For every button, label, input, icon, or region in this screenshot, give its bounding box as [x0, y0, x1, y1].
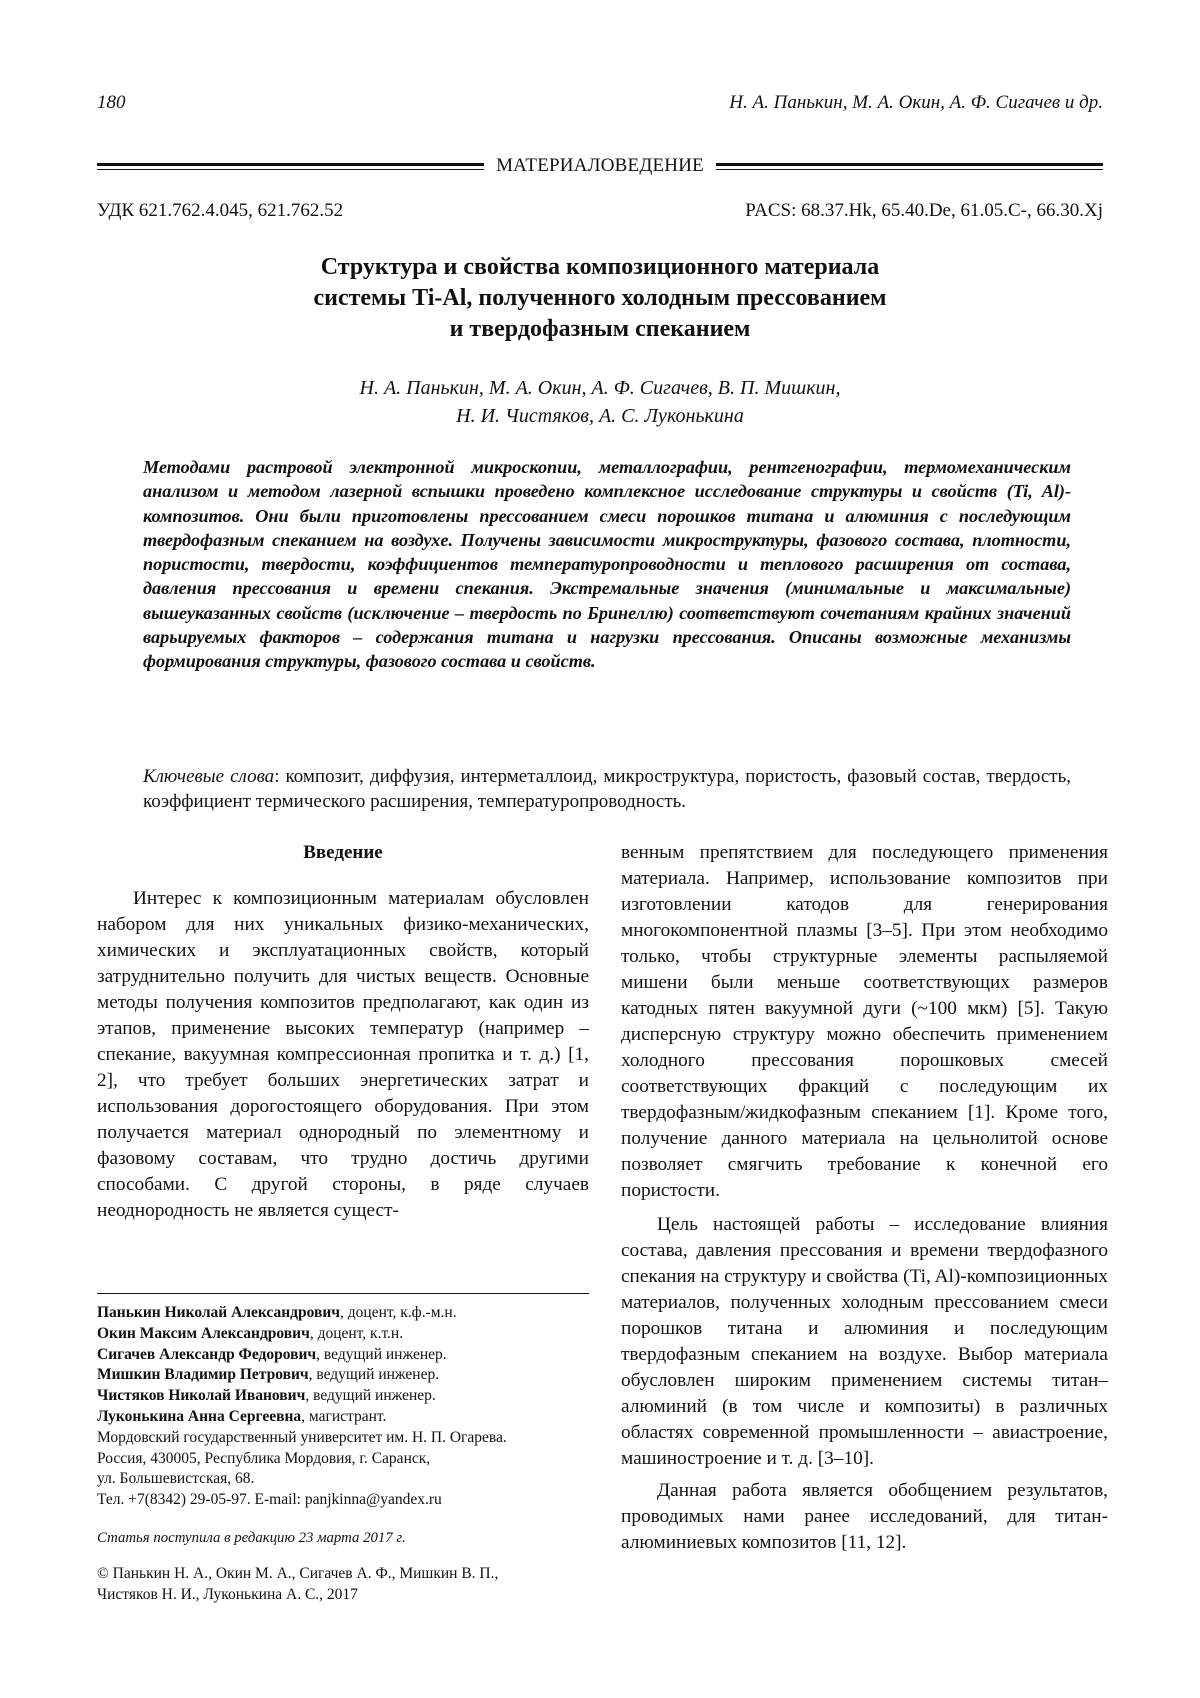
- copyright-line: Чистяков Н. И., Луконькина А. С., 2017: [97, 1586, 358, 1603]
- received-date: Статья поступила в редакцию 23 марта 2017 г.: [97, 1530, 406, 1546]
- column-left: [97, 840, 589, 1224]
- author-footnote: [97, 1303, 597, 1511]
- pacs-codes: PACS: 68.37.Hk, 65.40.De, 61.05.C-, 66.30.Xj: [745, 200, 1103, 221]
- keywords: [143, 764, 1071, 814]
- footnote-author: [97, 1345, 597, 1366]
- article-authors: [150, 374, 1050, 430]
- section-banner: [97, 153, 1103, 179]
- abstract: Методами растровой электронной микроскопии, металлографии, рентгенографии, термомеханическим анализом и методом лазерной вспышки проведено комплексное исследование структуры и свойств (Ti, Al)-композитов. Они были приготовлены прессованием смеси порошков титана и алюминия с последующим твердофазным спеканием на воздухе. Получены зависимости микроструктуры, фазового состава, плотности, пористости, твердости, коэффициентов температуропроводности и теплового расширения от состава, давления прессования и времени спекания. Экстремальные значения (минимальные и максимальные) вышеуказанных свойств (исключение – твердость по Бринеллю) соответствуют сочетаниям крайних значений варьируемых факторов – содержания титана и нагрузки прессования. Описаны возможные механизмы формирования структуры, фазового состава и свойств.: [143, 457, 1071, 672]
- author-role: , магистрант.: [301, 1407, 387, 1425]
- author-name: Луконькина Анна Сергеевна: [97, 1407, 302, 1425]
- footnote-author: [97, 1365, 597, 1386]
- author-name: Мишкин Владимир Петрович: [97, 1366, 309, 1384]
- udk-code: УДК 621.762.4.045, 621.762.52: [97, 200, 344, 221]
- article-title: [150, 252, 1050, 345]
- footnote-divider: [97, 1293, 589, 1294]
- author-name: Панькин Николай Александрович: [97, 1304, 341, 1321]
- author-name: Чистяков Николай Иванович: [97, 1387, 306, 1405]
- affiliation-line: Мордовский государственный университет им. Н. П. Огарева.: [97, 1428, 507, 1446]
- column-right: [621, 840, 1108, 1556]
- title-line: Структура и свойства композиционного материала: [320, 254, 880, 280]
- author-name: Окин Максим Александрович: [97, 1324, 310, 1342]
- page-number: 180: [97, 92, 126, 113]
- copyright-line: © Панькин Н. А., Окин М. А., Сигачев А. Ф., Мишкин В. П.,: [97, 1565, 499, 1582]
- author-role: , ведущий инженер.: [308, 1366, 440, 1384]
- body-paragraph: Интерес к композиционным материалам обусловлен набором для них уникальных физико-механических, химических и эксплуатационных свойств, который затруднительно получить для чистых веществ. Основные методы получения композитов предполагают, как один из этапов, применение высоких температур (например – спекание, вакуумная компрессионная пропитка и т. д.) [1, 2], что требует больших энергетических затрат и использования дорогостоящего оборудования. При этом получается материал однородный по элементному и фазовому составам, что трудно достичь другими способами. С другой стороны, в ряде случаев неоднородность не является сущест-: [97, 888, 589, 1221]
- contact-line: Тел. +7(8342) 29-05-97. E-mail: panjkinna@yandex.ru: [97, 1491, 442, 1509]
- section-heading-introduction: Введение: [303, 842, 383, 863]
- title-line: и твердофазным спеканием: [449, 316, 751, 342]
- footnote-author: [97, 1303, 597, 1324]
- authors-line: Н. А. Панькин, М. А. Окин, А. Ф. Сигачев, В. П. Мишкин,: [359, 377, 841, 399]
- author-role: , ведущий инженер.: [316, 1345, 447, 1363]
- running-header-authors: Н. А. Панькин, М. А. Окин, А. Ф. Сигачев и др.: [729, 92, 1103, 113]
- affiliation-line: Россия, 430005, Республика Мордовия, г. Саранск,: [97, 1449, 431, 1467]
- title-line: системы Ti-Al, полученного холодным прессованием: [313, 285, 887, 311]
- footnote-author: [97, 1386, 597, 1407]
- affiliation-line: ул. Большевистская, 68.: [97, 1470, 255, 1488]
- author-name: Сигачев Александр Федорович: [97, 1345, 317, 1363]
- body-paragraph: венным препятствием для последующего применения материала. Например, использование композитов при изготовлении катодов для генерирования многокомпонентной плазмы [3–5]. При этом необходимо только, чтобы структурные элементы распыляемой мишени были меньше соответствующих размеров катодных пятен вакуумной дуги (~100 мкм) [5]. Такую дисперсную структуру можно обеспечить применением холодного прессования порошковых смесей соответствующих фракций с последующим их твердофазным/жидкофазным спеканием [1]. Кроме того, получение данного материала на цельнолитой основе позволяет смягчить требование к конечной его пористости.: [621, 842, 1108, 1201]
- body-paragraph: Данная работа является обобщением результатов, проводимых нами ранее исследований, для титан-алюминиевых композитов [11, 12].: [621, 1480, 1108, 1553]
- footnote-author: [97, 1324, 597, 1345]
- body-paragraph: Цель настоящей работы – исследование влияния состава, давления прессования и времени твердофазного спекания на структуру и свойства (Ti, Al)-композиционных материалов, полученных холодным прессованием смеси порошков титана и алюминия и последующим твердофазным спеканием на воздухе. Выбор материала обусловлен широким применением системы титан–алюминий (в том числе и композиты) в различных областях современной промышленности – авиастроение, машиностроение и т. д. [3–10].: [621, 1214, 1108, 1469]
- section-label: МАТЕРИАЛОВЕДЕНИЕ: [496, 155, 704, 176]
- copyright-notice: [97, 1563, 597, 1605]
- keywords-label: Ключевые слова: [143, 766, 275, 787]
- section-rule-right: [716, 163, 1103, 170]
- footnote-author: [97, 1407, 597, 1428]
- authors-line: Н. И. Чистяков, А. С. Луконькина: [456, 405, 744, 427]
- author-role: , доцент, к.ф.-м.н.: [340, 1304, 457, 1321]
- author-role: , ведущий инженер.: [305, 1387, 436, 1405]
- keywords-text: : композит, диффузия, интерметаллоид, микроструктура, пористость, фазовый состав, твердость, коэффициент термического расширения, температуропроводность.: [143, 766, 1071, 812]
- author-role: , доцент, к.т.н.: [309, 1324, 404, 1342]
- section-rule-left: [97, 163, 484, 170]
